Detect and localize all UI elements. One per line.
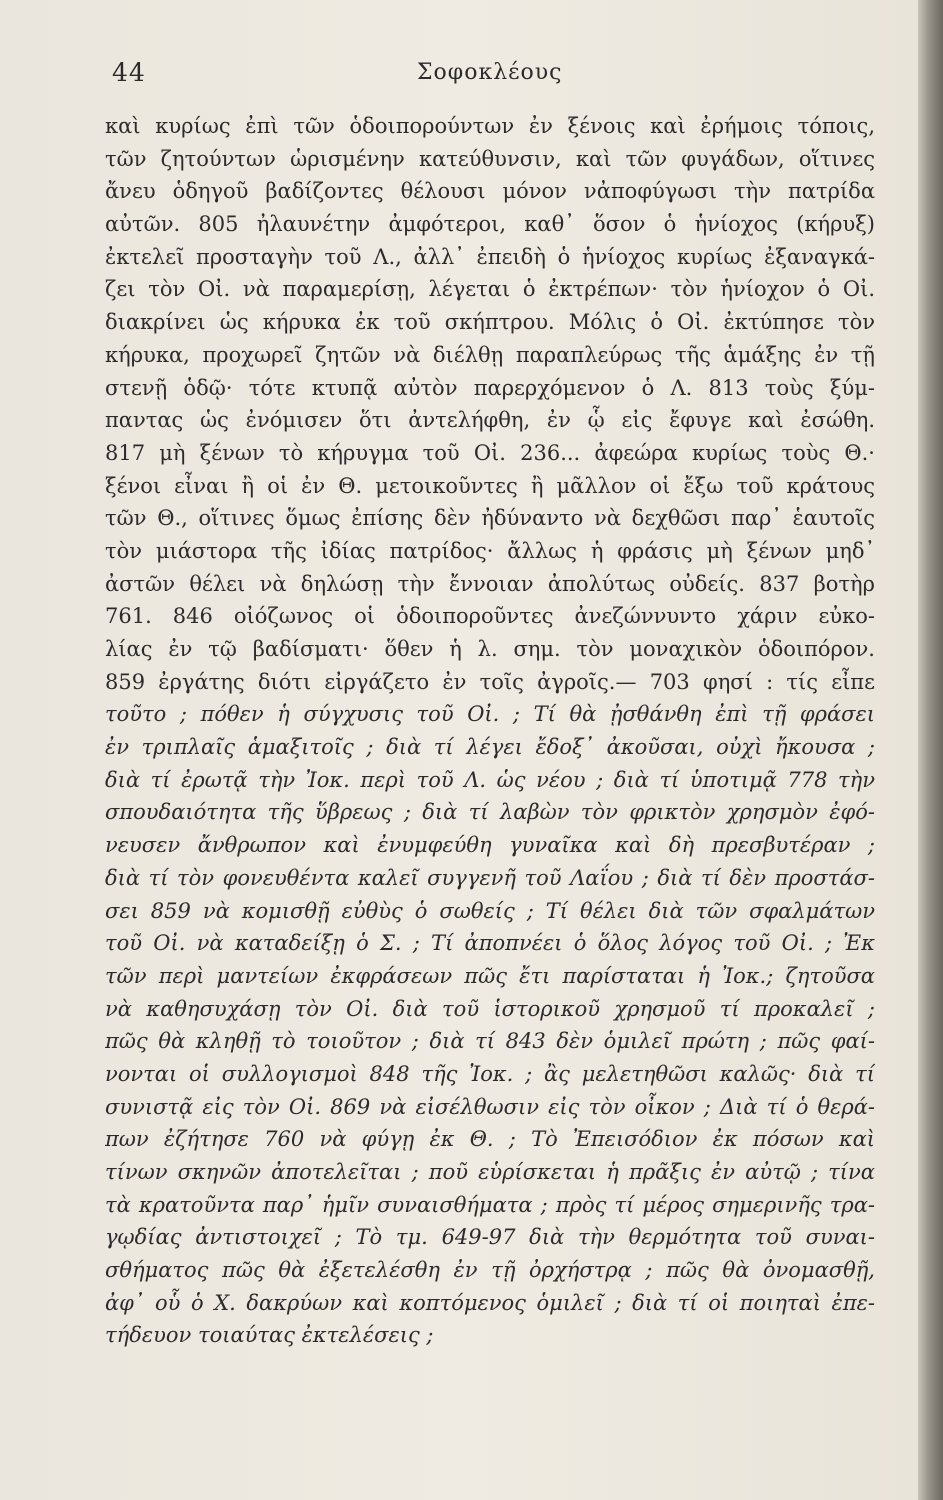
text-line-italic: τὰ κρατοῦντα παρ᾽ ἡμῖν συναισθήματα ; πρὸς τί μέρος σημερινῆς τρα- bbox=[105, 1192, 875, 1217]
text-line: ἄνευ ὁδηγοῦ βαδίζοντες θέλουσι μόνον νἀποφύγωσι τὴν πατρίδα bbox=[105, 179, 875, 204]
commentary-text bbox=[105, 110, 875, 1352]
text-line: καὶ κυρίως ἐπὶ τῶν ὁδοιπορούντων ἐν ξένοις καὶ ἐρήμοις τόποις, bbox=[105, 114, 875, 138]
text-line: 761. 846 οἰόζωνος οἱ ὁδοιποροῦντες ἀνεζώννυντο χάριν εὐκο- bbox=[105, 604, 875, 629]
text-line-italic: τοῦ Οἰ. νὰ καταδείξῃ ὁ Σ. ; Τί ἀποπνέει ὁ ὅλος λόγος τοῦ Οἰ. ; Ἐκ bbox=[105, 931, 875, 956]
running-title: Σοφοκλέους bbox=[417, 60, 563, 85]
text-line: λίας ἐν τῷ βαδίσματι· ὅθεν ἡ λ. σημ. τὸν μοναχικὸν ὁδοιπόρον. bbox=[105, 637, 875, 661]
text-line-italic: τοῦτο ; πόθεν ἡ σύγχυσις τοῦ Οἰ. ; Τί θὰ ᾐσθάνθη ἐπὶ τῇ φράσει bbox=[105, 702, 875, 727]
text-line-italic: τῶν περὶ μαντείων ἐκφράσεων πῶς ἔτι παρίσταται ἡ Ἰοκ.; ζητοῦσα bbox=[105, 963, 875, 988]
text-line-italic: πων ἐζήτησε 760 νὰ φύγῃ ἐκ Θ. ; Τὸ Ἐπεισόδιον ἐκ πόσων καὶ bbox=[105, 1127, 875, 1152]
text-line-italic: νευσεν ἄνθρωπον καὶ ἐνυμφεύθη γυναῖκα καὶ δὴ πρεσβυτέραν ; bbox=[105, 833, 875, 858]
text-line-italic: συνιστᾷ εἰς τὸν Οἰ. 869 νὰ εἰσέλθωσιν εἰς τὸν οἶκον ; Διὰ τί ὁ θερά- bbox=[105, 1094, 875, 1119]
text-line-italic: τίνων σκηνῶν ἀποτελεῖται ; ποῦ εὑρίσκεται ἡ πρᾶξις ἐν αὐτῷ ; τίνα bbox=[105, 1160, 875, 1184]
text-line-italic: πῶς θὰ κληθῇ τὸ τοιοῦτον ; διὰ τί 843 δὲν ὁμιλεῖ πρώτη ; πῶς φαί- bbox=[105, 1029, 875, 1054]
text-line: κήρυκα, προχωρεῖ ζητῶν νὰ διέλθῃ παραπλεύρως τῆς ἁμάξης ἐν τῇ bbox=[105, 342, 875, 367]
text-line-italic: τήδευον τοιαύτας ἐκτελέσεις ; bbox=[105, 1323, 434, 1348]
text-line: τὸν μιάστορα τῆς ἰδίας πατρίδος· ἄλλως ἡ φράσις μὴ ξένων μηδ᾽ bbox=[105, 538, 875, 563]
book-spine-shadow bbox=[918, 0, 943, 1500]
text-line: τῶν Θ., οἵτινες ὅμως ἐπίσης δὲν ἠδύναντο νὰ δεχθῶσι παρ᾽ ἑαυτοῖς bbox=[105, 506, 875, 531]
text-line: στενῇ ὁδῷ· τότε κτυπᾷ αὐτὸν παρερχόμενον ὁ Λ. 813 τοὺς ξύμ- bbox=[105, 375, 875, 400]
text-line-italic: διὰ τί ἐρωτᾷ τὴν Ἰοκ. περὶ τοῦ Λ. ὡς νέου ; διὰ τί ὑποτιμᾷ 778 τὴν bbox=[105, 767, 875, 792]
text-line: παντας ὡς ἐνόμισεν ὅτι ἀντελήφθη, ἐν ᾧ εἰς ἔφυγε καὶ ἐσώθη. bbox=[105, 408, 875, 433]
text-line: ἐκτελεῖ προσταγὴν τοῦ Λ., ἀλλ᾽ ἐπειδὴ ὁ ἡνίοχος κυρίως ἐξαναγκά- bbox=[105, 244, 875, 269]
text-line-italic: σπουδαιότητα τῆς ὕβρεως ; διὰ τί λαβὼν τὸν φρικτὸν χρησμὸν ἐφό- bbox=[105, 800, 875, 825]
text-line-italic: ἀφ᾽ οὗ ὁ Χ. δακρύων καὶ κοπτόμενος ὁμιλεῖ ; διὰ τί οἱ ποιηταὶ ἐπε- bbox=[105, 1290, 875, 1315]
text-line-italic: νονται οἱ συλλογισμοὶ 848 τῆς Ἰοκ. ; ἂς μελετηθῶσι καλῶς· διὰ τί bbox=[105, 1061, 875, 1086]
text-line: ἀστῶν θέλει νὰ δηλώσῃ τὴν ἔννοιαν ἀπολύτως οὐδείς. 837 βοτὴρ bbox=[105, 571, 875, 596]
text-line: διακρίνει ὡς κήρυκα ἐκ τοῦ σκήπτρου. Μόλις ὁ Οἰ. ἐκτύπησε τὸν bbox=[105, 310, 875, 335]
text-line: 817 μὴ ξένων τὸ κήρυγμα τοῦ Οἰ. 236... ἀφεώρα κυρίως τοὺς Θ.· bbox=[105, 440, 875, 465]
text-line: ζει τὸν Οἰ. νὰ παραμερίσῃ, λέγεται ὁ ἐκτρέπων· τὸν ἡνίοχον ὁ Οἰ. bbox=[105, 277, 875, 302]
text-line: αὐτῶν. 805 ἠλαυνέτην ἀμφότεροι, καθ᾽ ὅσον ὁ ἡνίοχος (κήρυξ) bbox=[105, 212, 875, 237]
text-line: τῶν ζητούντων ὡρισμένην κατεύθυνσιν, καὶ τῶν φυγάδων, οἵτινες bbox=[105, 146, 875, 171]
text-line: ξένοι εἶναι ἢ οἱ ἐν Θ. μετοικοῦντες ἢ μᾶλλον οἱ ἔξω τοῦ κράτους bbox=[105, 473, 875, 498]
page-number: 44 bbox=[112, 58, 146, 87]
text-line-italic: σει 859 νὰ κομισθῇ εὐθὺς ὁ σωθείς ; Τί θέλει διὰ τῶν σφαλμάτων bbox=[105, 898, 875, 923]
text-line-italic: σθήματος πῶς θὰ ἐξετελέσθη ἐν τῇ ὀρχήστρᾳ ; πῶς θὰ ὀνομασθῇ, bbox=[105, 1258, 875, 1283]
text-line: 859 ἐργάτης διότι εἰργάζετο ἐν τοῖς ἀγροῖς.— 703 φησί : τίς εἶπε bbox=[105, 669, 875, 694]
text-line-italic: γῳδίας ἀντιστοιχεῖ ; Τὸ τμ. 649-97 διὰ τὴν θερμότητα τοῦ συναι- bbox=[105, 1225, 875, 1250]
text-line-italic: διὰ τί τὸν φονευθέντα καλεῖ συγγενῆ τοῦ Λαΐου ; διὰ τί δὲν προστάσ- bbox=[105, 865, 875, 890]
text-line-italic: ἐν τριπλαῖς ἁμαξιτοῖς ; διὰ τί λέγει ἔδοξ᾽ ἀκοῦσαι, οὐχὶ ἤκουσα ; bbox=[105, 735, 875, 760]
text-line-italic: νὰ καθησυχάσῃ τὸν Οἰ. διὰ τοῦ ἱστορικοῦ χρησμοῦ τί προκαλεῖ ; bbox=[105, 996, 875, 1021]
page-header bbox=[112, 58, 872, 98]
